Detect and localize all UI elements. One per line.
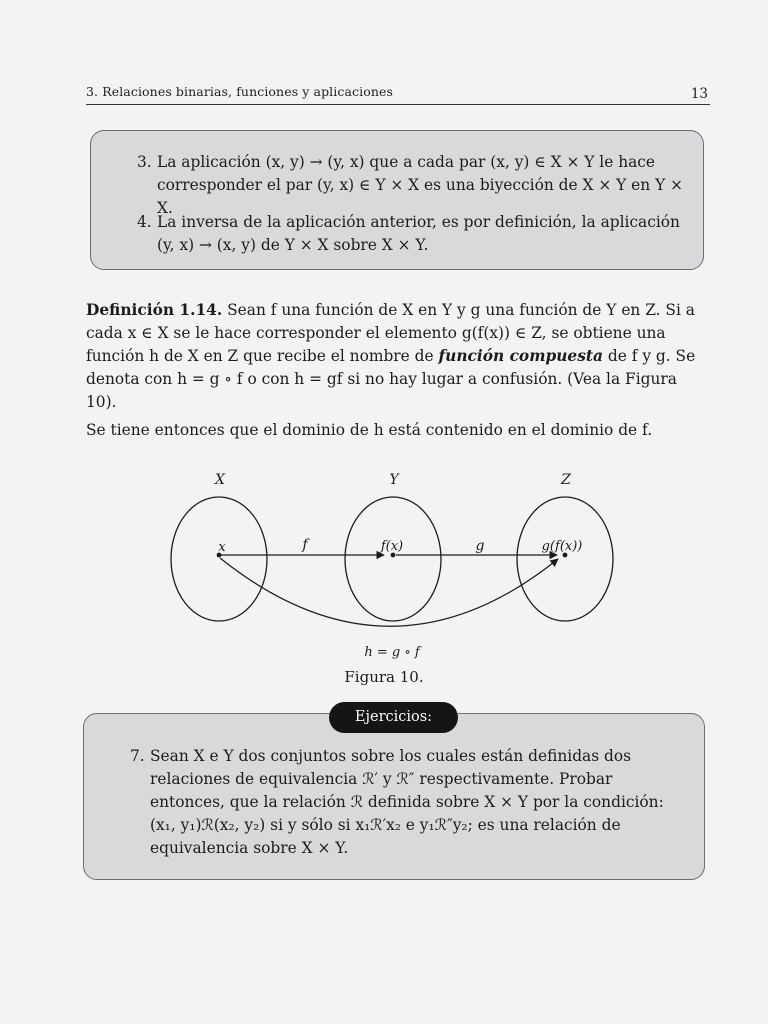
arrow-label-g: g xyxy=(475,538,485,554)
item-number: 4. xyxy=(137,213,152,231)
property-item xyxy=(137,151,687,220)
exercise-item xyxy=(130,745,688,860)
set-label-x: X xyxy=(215,472,225,488)
point-label-gfx: g(f(x)) xyxy=(541,539,583,554)
page-header xyxy=(86,82,710,105)
page-number: 13 xyxy=(690,86,708,102)
definition-label: Definición 1.14. xyxy=(86,301,223,319)
definition-text-after: de f y g. Se denota con h = g ∘ f o con h = gf si no hay lugar a confusión. (Vea la Figura 10). xyxy=(86,347,696,411)
arrow-label-f: f xyxy=(302,537,308,553)
definition-paragraph xyxy=(86,299,710,414)
set-z-ellipse xyxy=(517,497,613,621)
point-label-fx: f(x) xyxy=(380,539,404,554)
definition-term: función compuesta xyxy=(438,347,603,365)
item-number: 7. xyxy=(130,747,145,765)
set-y-ellipse xyxy=(345,497,441,621)
composition-diagram xyxy=(150,462,630,672)
exercises-badge: Ejercicios: xyxy=(329,702,458,733)
figure-caption: Figura 10. xyxy=(344,668,424,686)
arrow-h-curve xyxy=(220,558,558,626)
definition-text-before: Sean f una función de X en Y y g una función de Y en Z. Si a cada x ∈ X se le hace corresponder el elemento g(f(x)) ∈ Z, se obtiene una función h de X en Z que recibe el nombre de xyxy=(86,301,695,365)
set-x-ellipse xyxy=(171,497,267,621)
properties-box xyxy=(90,130,704,270)
item-text: La aplicación (x, y) → (y, x) que a cada par (x, y) ∈ X × Y le hace corresponder el par (y, x) ∈ Y × X es una biyección de X × Y en Y × X. xyxy=(157,153,684,217)
exercises-box xyxy=(83,713,705,880)
set-label-y: Y xyxy=(389,472,399,488)
item-text: La inversa de la aplicación anterior, es por definición, la aplicación (y, x) → (x, y) de Y × X sobre X × Y. xyxy=(157,213,680,254)
property-item xyxy=(137,211,687,257)
running-title: 3. Relaciones binarias, funciones y aplicaciones xyxy=(86,84,394,99)
set-label-z: Z xyxy=(561,472,571,488)
domain-note: Se tiene entonces que el dominio de h está contenido en el dominio de f. xyxy=(86,421,653,439)
item-number: 3. xyxy=(137,153,152,171)
item-text: Sean X e Y dos conjuntos sobre los cuales están definidas dos relaciones de equivalencia ℛ′ y ℛ″ respectivamente. Probar entonces, que la relación ℛ definida sobre X × Y por la condición: (x₁, y₁)ℛ(x₂, y₂) si y sólo si x₁ℛ′x₂ e y₁ℛ″y₂; es una relación de equivalencia sobre X × Y. xyxy=(150,747,664,857)
composite-label: h = g ∘ f xyxy=(364,645,420,660)
point-label-x: x xyxy=(218,540,226,555)
